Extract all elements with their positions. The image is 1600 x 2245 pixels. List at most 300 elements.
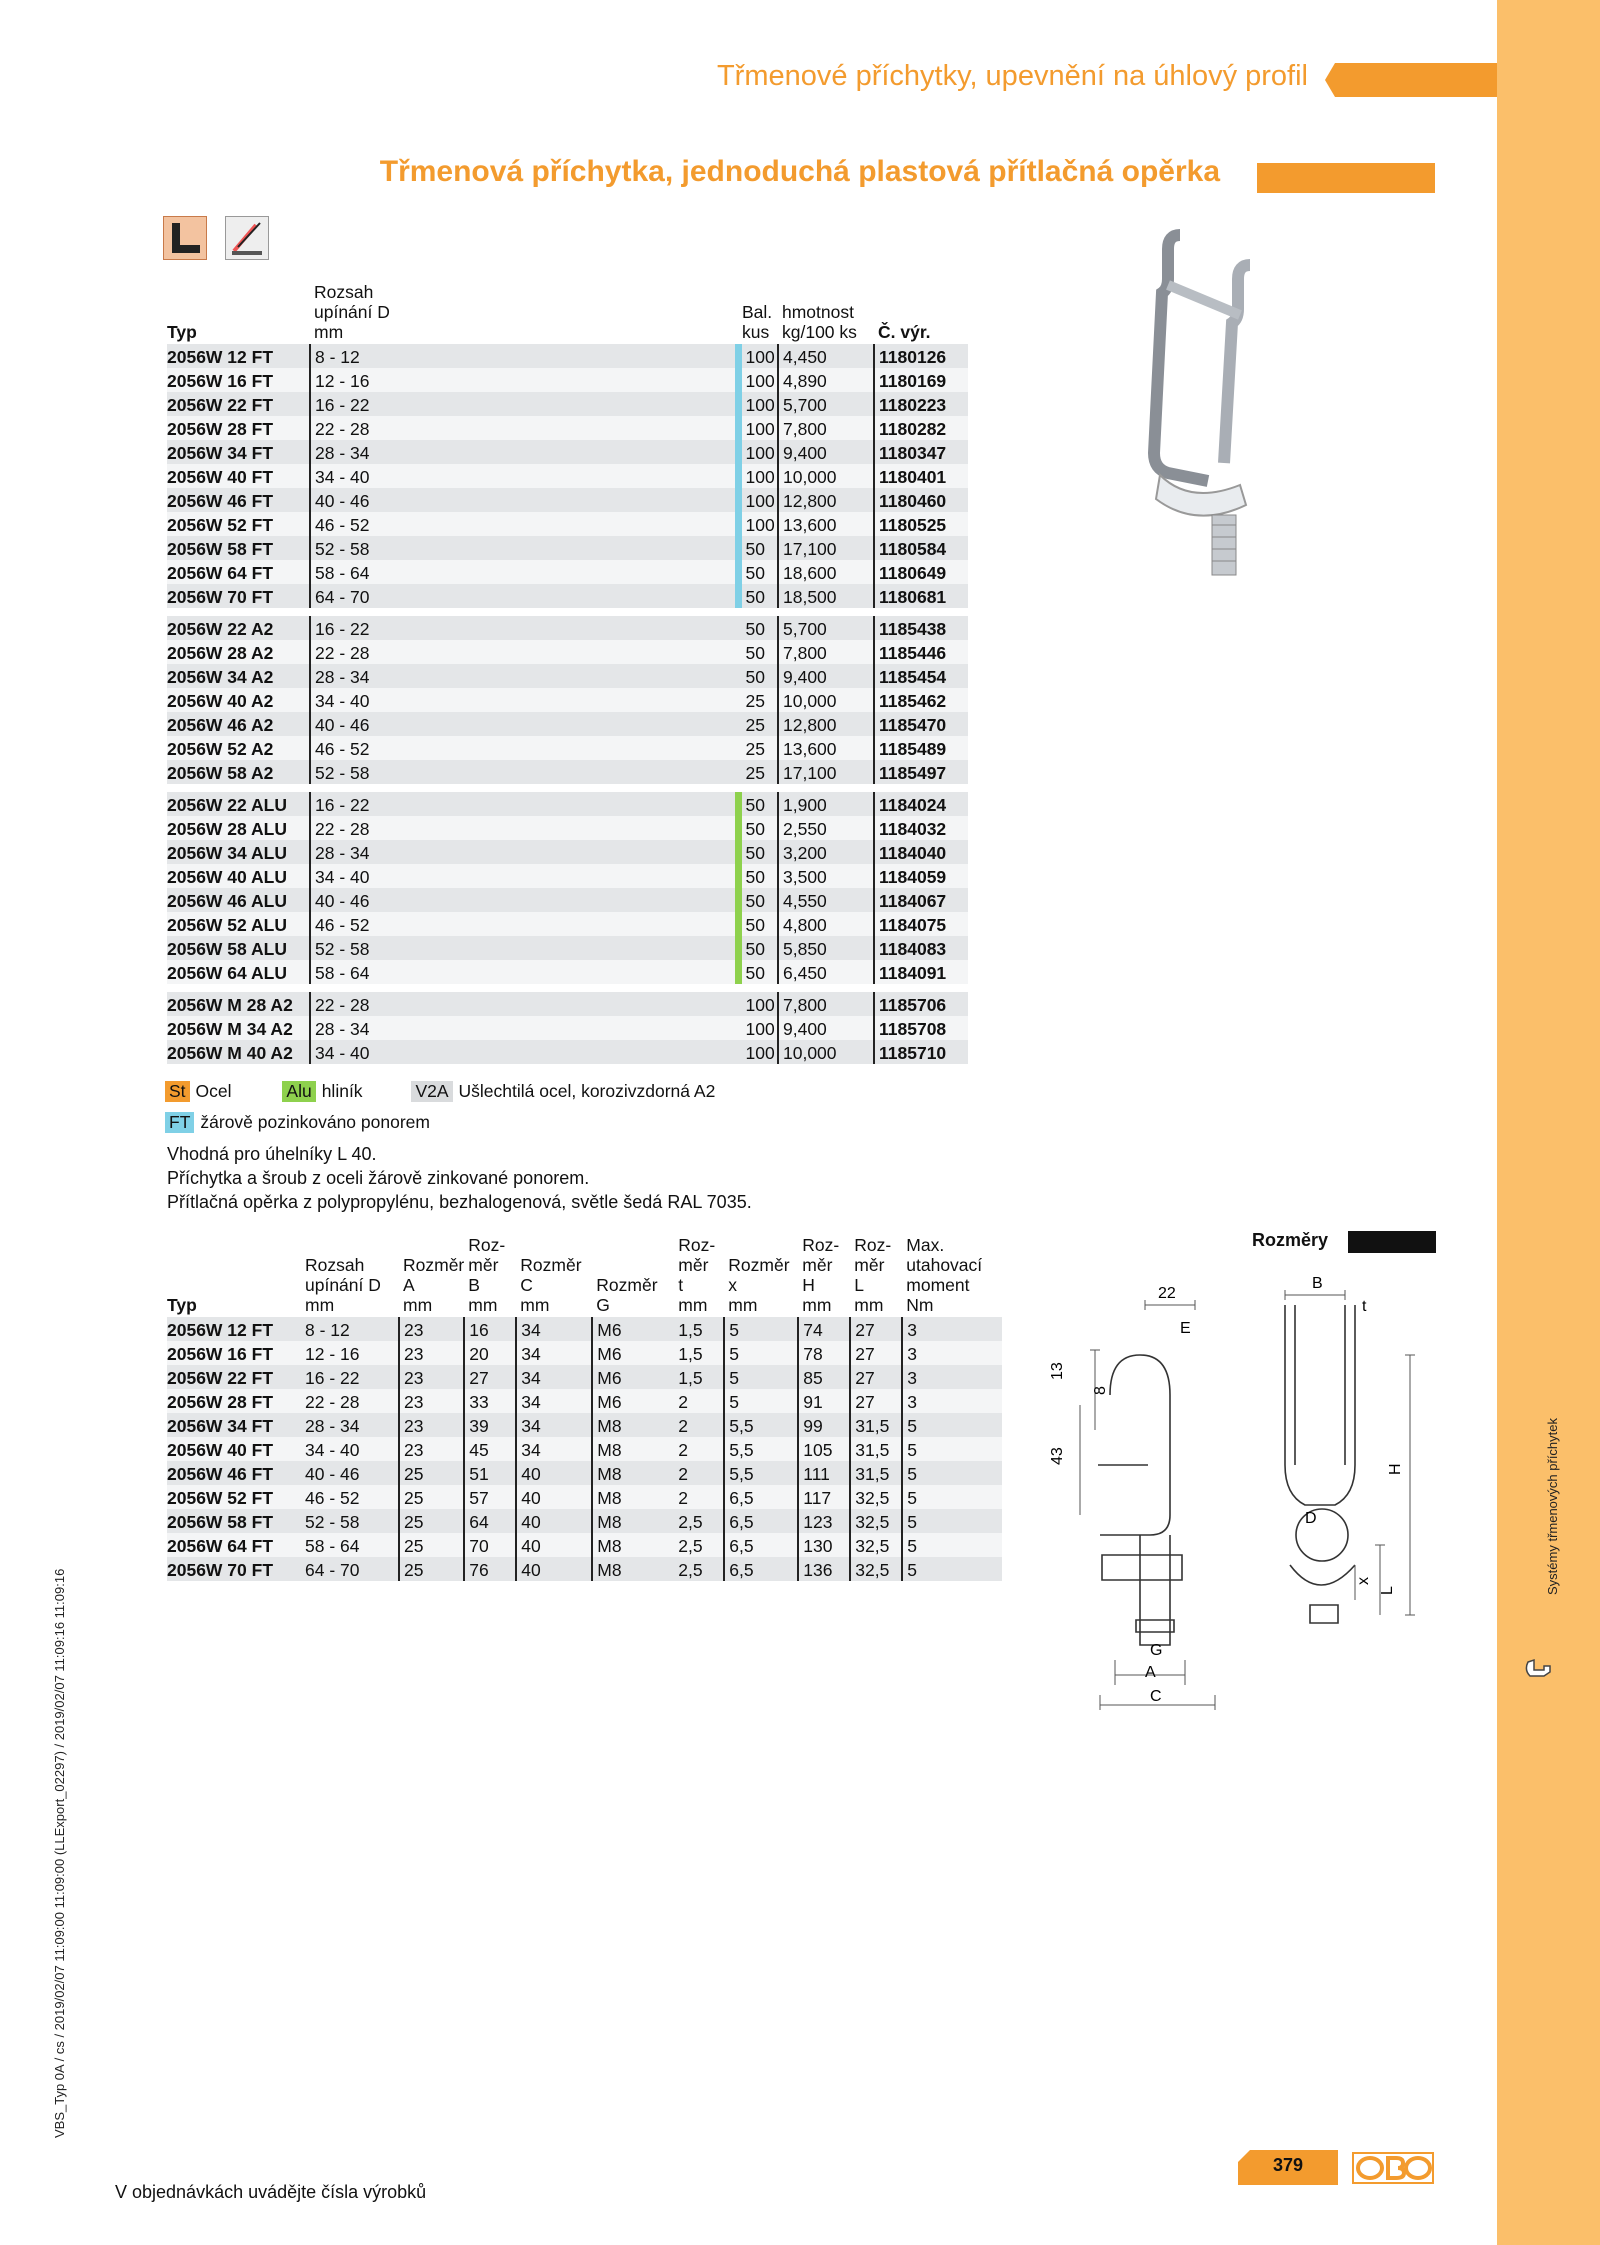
table-row [167,640,968,664]
dimension-cell: 46 - 52 [301,1485,399,1509]
dimension-cell: 23 [399,1413,464,1437]
header-line: H [802,1275,815,1295]
cell-pack: 50 [738,560,778,584]
dimension-col-header [850,1235,902,1317]
dimension-cell: 6,5 [724,1533,798,1557]
dimension-cell: 99 [798,1413,850,1437]
dim-d: D [1305,1510,1317,1527]
dimension-row [167,1365,1002,1389]
weight-header-line2: kg/100 ks [782,322,857,342]
table-row [167,392,968,416]
dimension-cell: 5,5 [724,1437,798,1461]
cell-range: 28 - 34 [310,840,738,864]
dimension-cell: 27 [850,1317,902,1341]
header-line: měr [854,1255,885,1275]
header-line: mm [802,1295,832,1315]
cell-type: 2056W 22 A2 [167,616,310,640]
dimension-cell: 105 [798,1437,850,1461]
cell-article: 1184040 [874,840,968,864]
cell-type: 2056W 52 ALU [167,912,310,936]
legend-st-text: Ocel [195,1081,232,1101]
product-table-body [167,344,968,1064]
header-line: měr [802,1255,833,1275]
dimension-cell: 45 [464,1437,516,1461]
header-line: mm [468,1295,498,1315]
table-row [167,864,968,888]
dimension-cell: 2056W 12 FT [167,1317,301,1341]
header-line [167,1275,301,1295]
dimension-cell: 2056W 46 FT [167,1461,301,1485]
cell-article: 1180525 [874,512,968,536]
dimension-row [167,1389,1002,1413]
dimension-cell: 2056W 16 FT [167,1341,301,1365]
cell-type: 2056W 64 ALU [167,960,310,984]
hot-dip-galvanized-icon [225,216,269,260]
dimension-cell: 130 [798,1533,850,1557]
cell-article: 1180460 [874,488,968,512]
cell-weight: 7,800 [778,640,874,664]
footer-note: V objednávkách uvádějte čísla výrobků [115,2182,427,2202]
dimension-col-header [399,1235,464,1317]
table-row [167,368,968,392]
dimension-cell: 58 - 64 [301,1533,399,1557]
cell-pack: 100 [738,344,778,368]
cell-pack: 100 [738,1016,778,1040]
cell-weight: 10,000 [778,688,874,712]
header-line: B [468,1275,480,1295]
dimension-cell: 25 [399,1485,464,1509]
header-line [167,1255,301,1275]
cell-range: 12 - 16 [310,368,738,392]
cell-range: 52 - 58 [310,936,738,960]
dim-a: A [1145,1664,1156,1681]
dimension-cell: 64 - 70 [301,1557,399,1581]
dimension-cell: 2056W 28 FT [167,1389,301,1413]
cell-weight: 3,200 [778,840,874,864]
cell-type: 2056W 16 FT [167,368,310,392]
cell-pack: 100 [738,488,778,512]
dimension-cell: 3 [902,1365,1002,1389]
cell-article: 1185438 [874,616,968,640]
dimension-col-header [167,1235,301,1317]
dimension-cell: 32,5 [850,1557,902,1581]
l-profile-icon [163,216,207,260]
dimension-col-header [516,1235,592,1317]
table-row [167,792,968,816]
table-row [167,416,968,440]
header-line: Max. [906,1235,945,1255]
header-line: Rozsah [305,1255,365,1275]
dimension-cell: 111 [798,1461,850,1485]
dim-c: C [1150,1688,1162,1705]
legend-v2a-text: Ušlechtilá ocel, korozivzdorná A2 [458,1081,716,1101]
table-row [167,464,968,488]
cell-range: 16 - 22 [310,392,738,416]
header-line [520,1235,592,1255]
header-line: Roz- [678,1235,716,1255]
cell-weight: 12,800 [778,488,874,512]
table-row [167,512,968,536]
dimension-cell: 2056W 40 FT [167,1437,301,1461]
cell-article: 1184032 [874,816,968,840]
cell-weight: 12,800 [778,712,874,736]
dimension-cell: 57 [464,1485,516,1509]
product-table [167,282,968,1064]
dimension-col-header [592,1235,674,1317]
table-row [167,664,968,688]
cell-pack: 100 [738,440,778,464]
cell-type: 2056W 46 ALU [167,888,310,912]
cell-type: 2056W 28 ALU [167,816,310,840]
col-article-header: Č. výr. [878,322,931,342]
dimension-cell: 70 [464,1533,516,1557]
cell-article: 1180169 [874,368,968,392]
header-line: měr [468,1255,499,1275]
cell-type: 2056W 52 FT [167,512,310,536]
dim-t: t [1362,1298,1367,1315]
group-spacer [167,784,968,792]
cell-article: 1180401 [874,464,968,488]
dimension-cell: 5 [902,1533,1002,1557]
dimension-cell: 20 [464,1341,516,1365]
dimension-cell: 5 [902,1461,1002,1485]
cell-range: 40 - 46 [310,888,738,912]
dimension-cell: 2 [674,1485,724,1509]
dimension-cell: 25 [399,1461,464,1485]
dimension-cell: 5 [724,1341,798,1365]
cell-range: 52 - 58 [310,536,738,560]
cell-weight: 10,000 [778,464,874,488]
cell-pack: 50 [738,864,778,888]
cell-pack: 50 [738,640,778,664]
dimension-cell: 16 - 22 [301,1365,399,1389]
header-line: mm [854,1295,884,1315]
cell-weight: 1,900 [778,792,874,816]
dimension-table-body [167,1317,1002,1581]
dimension-cell: M6 [592,1365,674,1389]
dimension-cell: 5 [902,1485,1002,1509]
cell-weight: 10,000 [778,1040,874,1064]
dimension-cell: 34 [516,1365,592,1389]
table-row [167,888,968,912]
legend-ft-tag: FT [165,1112,194,1133]
col-pack-header [738,282,778,344]
dimension-cell: 52 - 58 [301,1509,399,1533]
cell-range: 40 - 46 [310,712,738,736]
cell-pack: 100 [738,512,778,536]
dimension-cell: 117 [798,1485,850,1509]
dimension-cell: 27 [850,1365,902,1389]
cell-article: 1180649 [874,560,968,584]
dimension-cell: M6 [592,1317,674,1341]
dim-8: 8 [1092,1386,1109,1395]
dimension-cell: M6 [592,1389,674,1413]
cell-article: 1180223 [874,392,968,416]
header-line: mm [678,1295,708,1315]
dimension-cell: 51 [464,1461,516,1485]
header-line: měr [678,1255,709,1275]
dimension-cell: 40 - 46 [301,1461,399,1485]
dimension-cell: 25 [399,1509,464,1533]
range-header-line1: Rozsah [314,282,374,302]
dimension-cell: 25 [399,1557,464,1581]
dimension-cell: 2 [674,1437,724,1461]
cell-weight: 6,450 [778,960,874,984]
table-row [167,960,968,984]
cell-pack: 100 [738,992,778,1016]
cell-range: 58 - 64 [310,960,738,984]
dimension-cell: 5,5 [724,1413,798,1437]
dimension-cell: 2056W 64 FT [167,1533,301,1557]
header-line: Typ [167,1295,197,1315]
cell-type: 2056W M 28 A2 [167,992,310,1016]
table-row [167,816,968,840]
dimension-cell: 39 [464,1413,516,1437]
dimension-cell: 31,5 [850,1437,902,1461]
header-line [728,1235,798,1255]
dimension-cell: 40 [516,1557,592,1581]
table-row [167,1016,968,1040]
cell-pack: 100 [738,416,778,440]
cell-range: 28 - 34 [310,664,738,688]
note-line: Vhodná pro úhelníky L 40. [167,1144,377,1164]
cell-article: 1184024 [874,792,968,816]
dimension-cell: 2,5 [674,1557,724,1581]
dimension-cell: 123 [798,1509,850,1533]
dimension-cell: 78 [798,1341,850,1365]
cell-pack: 50 [738,888,778,912]
table-row [167,736,968,760]
table-row [167,688,968,712]
cell-article: 1185497 [874,760,968,784]
clamp-category-icon [1522,1658,1556,1682]
dimension-cell: 23 [399,1317,464,1341]
dimension-cell: 34 [516,1413,592,1437]
dim-22: 22 [1158,1285,1176,1302]
cell-range: 22 - 28 [310,640,738,664]
dimension-cell: 136 [798,1557,850,1581]
dimension-row [167,1413,1002,1437]
dimension-cell: 32,5 [850,1509,902,1533]
header-line: mm [403,1295,433,1315]
dimension-cell: M8 [592,1413,674,1437]
cell-article: 1180282 [874,416,968,440]
cell-weight: 13,600 [778,736,874,760]
dimension-col-header [301,1235,399,1317]
dim-b: B [1312,1275,1323,1292]
cell-range: 22 - 28 [310,816,738,840]
dimension-cell: 31,5 [850,1413,902,1437]
dim-43: 43 [1049,1447,1066,1465]
cell-range: 34 - 40 [310,688,738,712]
cell-pack: 50 [738,792,778,816]
col-type-header: Typ [167,322,197,342]
dimension-cell: 91 [798,1389,850,1413]
header-line: Rozměr [520,1255,582,1275]
dimension-cell: 27 [850,1341,902,1365]
cell-range: 22 - 28 [310,416,738,440]
cell-article: 1185470 [874,712,968,736]
dimension-cell: 31,5 [850,1461,902,1485]
cell-range: 28 - 34 [310,1016,738,1040]
cell-type: 2056W 34 FT [167,440,310,464]
header-line: Rozměr [596,1275,658,1295]
dimension-cell: 40 [516,1509,592,1533]
header-line: moment [906,1275,970,1295]
col-range-header [310,282,738,344]
dim-e: E [1180,1320,1191,1337]
legend-ft-text: žárově pozinkováno ponorem [200,1112,430,1132]
header-line: Roz- [802,1235,840,1255]
cell-weight: 7,800 [778,992,874,1016]
dimension-cell: 6,5 [724,1557,798,1581]
cell-weight: 17,100 [778,760,874,784]
cell-range: 52 - 58 [310,760,738,784]
cell-pack: 50 [738,960,778,984]
table-row [167,1040,968,1064]
header-line: Roz- [468,1235,506,1255]
dimension-cell: 2,5 [674,1533,724,1557]
cell-type: 2056W 46 FT [167,488,310,512]
cell-type: 2056W 64 FT [167,560,310,584]
cell-range: 16 - 22 [310,792,738,816]
dimension-cell: 3 [902,1341,1002,1365]
dimension-cell: 40 [516,1533,592,1557]
dimension-cell: 5 [902,1413,1002,1437]
cell-pack: 100 [738,368,778,392]
cell-weight: 4,450 [778,344,874,368]
dimension-cell: 2 [674,1461,724,1485]
dimension-cell: 32,5 [850,1533,902,1557]
header-line: mm [520,1295,550,1315]
dim-x: x [1355,1577,1372,1585]
cell-type: 2056W 22 ALU [167,792,310,816]
product-photo [1140,225,1290,595]
dimension-cell: 1,5 [674,1341,724,1365]
dimension-cell: 23 [399,1365,464,1389]
header-line: Rozměr [403,1255,465,1275]
dimension-cell: 85 [798,1365,850,1389]
cell-range: 34 - 40 [310,864,738,888]
cell-range: 22 - 28 [310,992,738,1016]
dimension-cell: 2056W 70 FT [167,1557,301,1581]
dimension-cell: 2056W 22 FT [167,1365,301,1389]
dimension-cell: 3 [902,1317,1002,1341]
dimension-cell: 28 - 34 [301,1413,399,1437]
cell-type: 2056W 52 A2 [167,736,310,760]
legend-alu-tag: Alu [282,1081,315,1102]
dimension-cell: 3 [902,1389,1002,1413]
cell-range: 58 - 64 [310,560,738,584]
header-line: Roz- [854,1235,892,1255]
cell-article: 1185462 [874,688,968,712]
cell-type: 2056W 28 A2 [167,640,310,664]
dimension-cell: 5 [724,1365,798,1389]
dimension-cell: 74 [798,1317,850,1341]
cell-pack: 50 [738,584,778,608]
dimension-cell: 5 [902,1557,1002,1581]
print-metadata: VBS_Typ 0A / cs / 2019/02/07 11:09:00 11:09:00 (LLExport_02297) / 2019/02/07 11:09:16 11:09:16 [52,1568,67,2138]
cell-article: 1184067 [874,888,968,912]
dimension-cell: 40 [516,1485,592,1509]
cell-article: 1185708 [874,1016,968,1040]
table-row [167,584,968,608]
dimension-cell: 33 [464,1389,516,1413]
dimension-cell: 34 [516,1389,592,1413]
material-legend [165,1081,715,1102]
dimension-cell: 34 [516,1341,592,1365]
cell-weight: 18,500 [778,584,874,608]
cell-article: 1184059 [874,864,968,888]
table-row [167,712,968,736]
dimension-cell: 23 [399,1437,464,1461]
dimension-cell: M8 [592,1437,674,1461]
dimension-cell: 2056W 34 FT [167,1413,301,1437]
cell-range: 8 - 12 [310,344,738,368]
dimension-cell: 76 [464,1557,516,1581]
cell-weight: 4,890 [778,368,874,392]
range-header-line2: upínání D [314,302,390,322]
pack-header-line2: kus [742,322,770,342]
cell-pack: 50 [738,616,778,640]
dimension-row [167,1485,1002,1509]
sidebar-category-text: Systémy třmenových příchytek [1545,1418,1560,1595]
dimension-cell: M8 [592,1557,674,1581]
cell-range: 16 - 22 [310,616,738,640]
cell-weight: 5,850 [778,936,874,960]
weight-header-line1: hmotnost [782,302,854,322]
cell-weight: 5,700 [778,392,874,416]
cell-pack: 100 [738,392,778,416]
cell-article: 1185489 [874,736,968,760]
dimension-cell: 1,5 [674,1365,724,1389]
cell-type: 2056W 70 FT [167,584,310,608]
material-legend-ft [165,1112,430,1133]
dimension-row [167,1317,1002,1341]
table-row [167,488,968,512]
table-row [167,992,968,1016]
cell-type: 2056W 58 ALU [167,936,310,960]
cell-type: 2056W 12 FT [167,344,310,368]
cell-article: 1180584 [874,536,968,560]
cell-type: 2056W 28 FT [167,416,310,440]
dimension-cell: 2056W 58 FT [167,1509,301,1533]
cell-range: 46 - 52 [310,512,738,536]
header-line: G [596,1295,610,1315]
product-title: Třmenová příchytka, jednoduchá plastová přítlačná opěrka [379,155,1220,188]
cell-range: 46 - 52 [310,912,738,936]
cell-type: 2056W 58 FT [167,536,310,560]
page-number: 379 [1272,2155,1304,2175]
side-band [1497,0,1600,2245]
dimension-cell: 2056W 52 FT [167,1485,301,1509]
cell-article: 1185446 [874,640,968,664]
dimension-cell: 16 [464,1317,516,1341]
dimension-row [167,1557,1002,1581]
header-tab-marker [1325,63,1497,97]
cell-range: 28 - 34 [310,440,738,464]
cell-pack: 50 [738,912,778,936]
dimension-drawing [1040,1265,1440,1725]
header-line: Nm [906,1295,934,1315]
dimension-cell: 2 [674,1413,724,1437]
header-line [403,1235,464,1255]
dimension-cell: 27 [464,1365,516,1389]
cell-type: 2056W 40 FT [167,464,310,488]
cell-pack: 25 [738,688,778,712]
legend-alu-text: hliník [321,1081,363,1101]
dimension-cell: 5 [724,1317,798,1341]
